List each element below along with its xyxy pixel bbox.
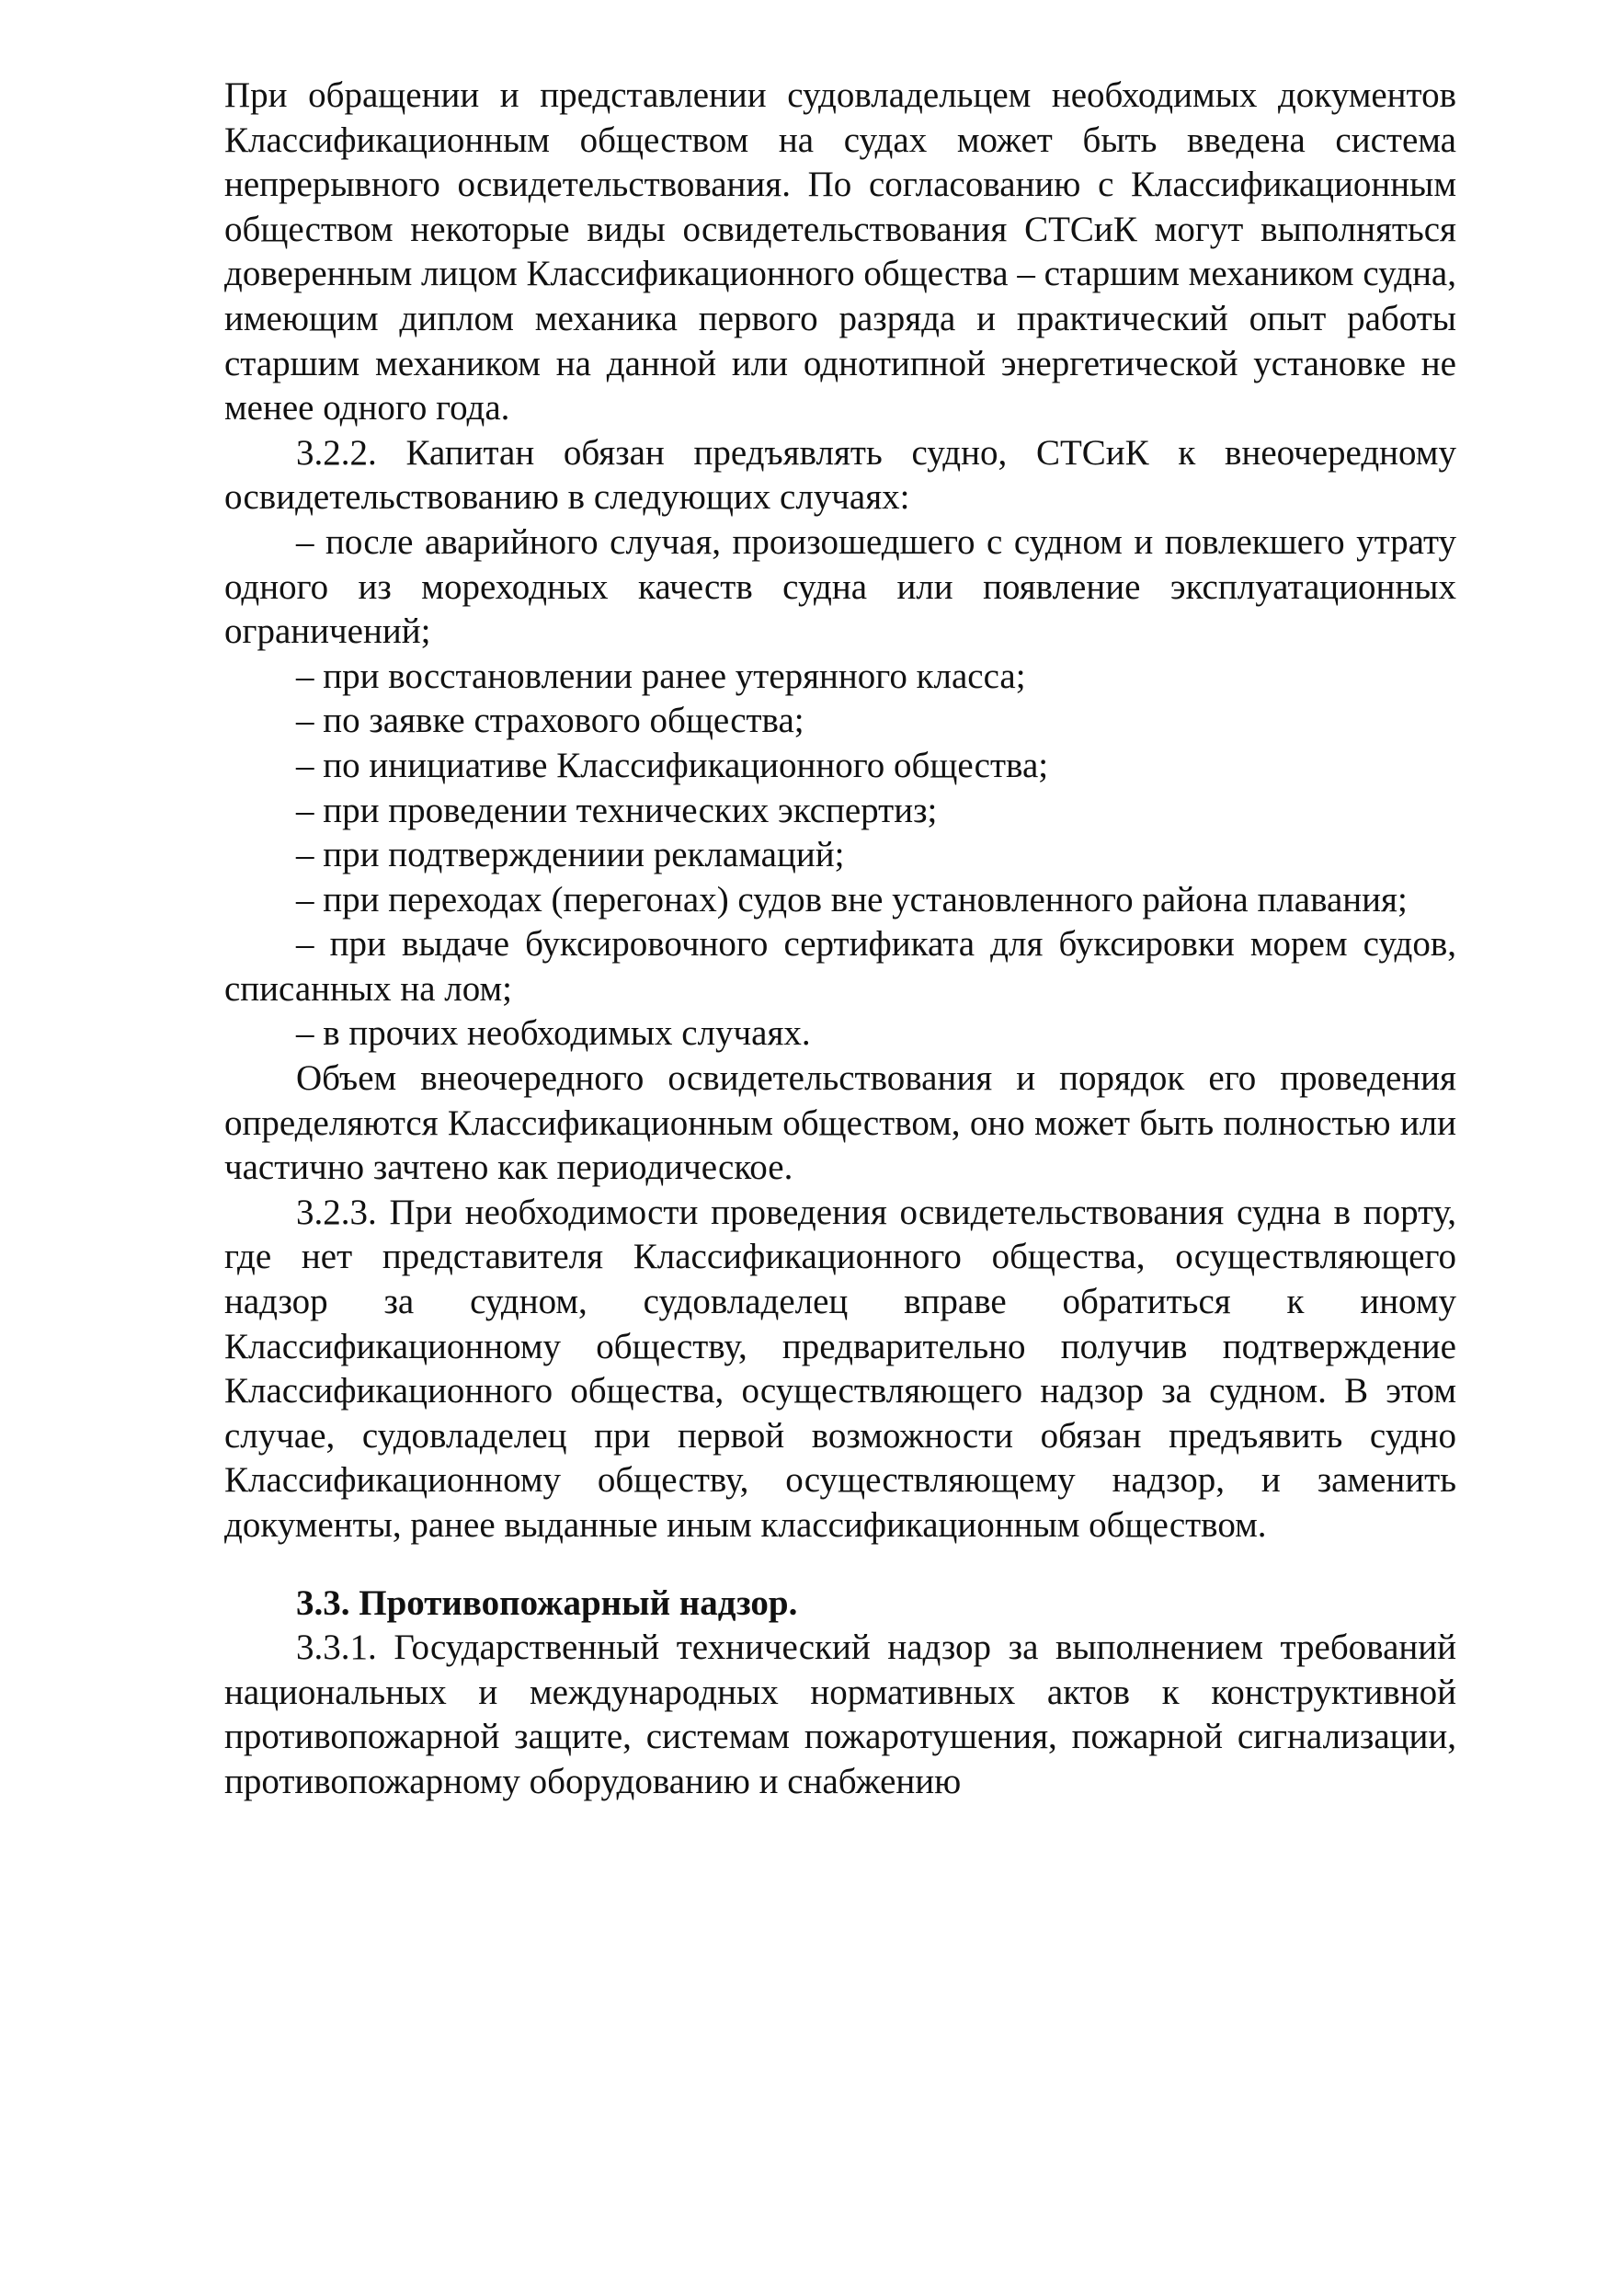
paragraph-scope: Объем внеочередного освидетельствования и порядок его проведения определяются Классификационным обществом, оно может быть полностью или частично зачтено как периодическое. bbox=[224, 1058, 1456, 1188]
list-item: – в прочих необходимых случаях. bbox=[296, 1013, 811, 1054]
section-heading-3-3: 3.3. Противопожарный надзор. bbox=[296, 1582, 798, 1623]
list-item: – после аварийного случая, произошедшего с судном и повлекшего утрату одного из мореходных качеств судна или появление эксплуатационных ограничений; bbox=[224, 521, 1456, 652]
document-page bbox=[224, 74, 1456, 1805]
cases-list bbox=[224, 520, 1456, 1057]
list-item: – по инициативе Классификационного общества; bbox=[296, 745, 1049, 785]
paragraph-intro: При обращении и представлении судовладельцем необходимых документов Классификационным обществом на судах может быть введена система непрерывного освидетельствования. По согласованию с Классификационным обществом некоторые виды освидетельствования СТСиК могут выполняться доверенным лицом Классификационного общества – старшим механиком судна, имеющим диплом механика первого разряда и практический опыт работы старшим механиком на данной или однотипной энергетической установке не менее одного года. bbox=[224, 75, 1456, 428]
list-item: – при проведении технических экспертиз; bbox=[296, 790, 938, 830]
paragraph-3-3-1: 3.3.1. Государственный технический надзор за выполнением требований национальных и международных нормативных актов к конструктивной противопожарной защите, системам пожаротушения, пожарной сигнализации, противопожарному оборудованию и снабжению bbox=[224, 1628, 1456, 1801]
paragraph-3-2-2: 3.2.2. Капитан обязан предъявлять судно, СТСиК к внеочередному освидетельствованию в следующих случаях: bbox=[224, 432, 1456, 518]
list-item: – при подтверждениии рекламаций; bbox=[296, 835, 845, 875]
list-item: – по заявке страхового общества; bbox=[296, 701, 804, 741]
list-item: – при выдаче буксировочного сертификата для буксировки морем судов, списанных на лом; bbox=[224, 924, 1456, 1009]
paragraph-3-2-3: 3.2.3. При необходимости проведения освидетельствования судна в порту, где нет представителя Классификационного общества, осуществляющего надзор за судном, судовладелец вправе обратиться к иному Классификационному обществу, предварительно получив подтверждение Классификационного общества, осуществляющего надзор за судном. В этом случае, судовладелец при первой возможности обязан предъявить судно Классификационному обществу, осуществляющему надзор, и заменить документы, ранее выданные иным классификационным обществом. bbox=[224, 1192, 1456, 1545]
list-item: – при переходах (перегонах) судов вне установленного района плавания; bbox=[296, 879, 1408, 920]
list-item: – при восстановлении ранее утерянного класса; bbox=[296, 656, 1026, 696]
